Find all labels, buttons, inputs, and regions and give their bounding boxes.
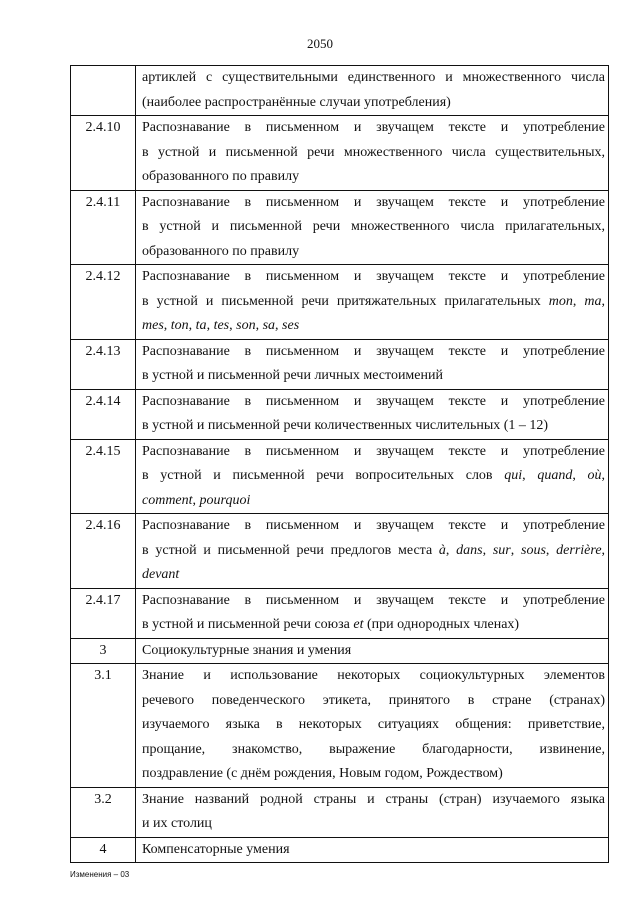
description-line: образованного по правилу: [142, 243, 300, 259]
description-line: в устной и письменной речи вопросительных слов qui, quand, où,: [142, 468, 605, 483]
row-description: [136, 664, 609, 788]
description-line: в устной и письменной речи множественного числа существительных,: [142, 144, 605, 160]
row-number: 2.4.14: [71, 389, 136, 439]
row-number: 3.2: [71, 787, 136, 837]
row-description: [136, 439, 609, 514]
row-number: [71, 66, 136, 116]
description-line: в устной и письменной речи союза et (при однородных членах): [142, 617, 520, 632]
row-number: 3.1: [71, 664, 136, 788]
description-line: в устной и письменной речи личных местоимений: [142, 368, 443, 383]
row-description: [136, 588, 609, 638]
description-line: в устной и письменной речи количественных числительных (1 – 12): [142, 418, 549, 433]
description-line: изучаемого языка в некоторых ситуациях общения: приветствие,: [142, 717, 605, 732]
table-row: [71, 389, 609, 439]
table-row: [71, 116, 609, 191]
description-line: Распознавание в письменном и звучащем тексте и употребление: [142, 343, 605, 359]
table-row: [71, 439, 609, 514]
table-row: [71, 837, 609, 863]
row-number: 2.4.15: [71, 439, 136, 514]
description-line: devant: [142, 567, 180, 582]
description-line: Распознавание в письменном и звучащем тексте и употребление: [142, 518, 605, 533]
description-line: Знание названий родной страны и страны (стран) изучаемого языка: [142, 791, 605, 807]
row-description: [136, 638, 609, 664]
row-number: 2.4.10: [71, 116, 136, 191]
table-row: [71, 339, 609, 389]
page-number: 2050: [307, 36, 333, 51]
description-line: артиклей с существительными единственного и множественного числа: [142, 70, 605, 85]
row-description: [136, 389, 609, 439]
row-description: [136, 514, 609, 589]
description-line: Распознавание в письменном и звучащем тексте и употребление: [142, 592, 605, 608]
description-line: Распознавание в письменном и звучащем тексте и употребление: [142, 443, 605, 459]
description-line: образованного по правилу: [142, 169, 300, 184]
table-row: [71, 638, 609, 664]
table-row: [71, 514, 609, 589]
row-number: 3: [71, 638, 136, 664]
table-row: [71, 265, 609, 340]
row-number: 2.4.16: [71, 514, 136, 589]
row-number: 2.4.17: [71, 588, 136, 638]
description-line: comment, pourquoi: [142, 492, 251, 508]
description-line: в устной и письменной речи предлогов места à, dans, sur, sous, derrière,: [142, 542, 606, 558]
table-row: [71, 190, 609, 265]
description-line: и их столиц: [142, 816, 212, 831]
description-line: Распознавание в письменном и звучащем тексте и употребление: [142, 393, 605, 409]
description-line: поздравление (с днём рождения, Новым годом, Рождеством): [142, 766, 503, 781]
table-row: [71, 588, 609, 638]
table-row: [71, 787, 609, 837]
description-line: в устной и письменной речи множественного числа прилагательных,: [142, 219, 605, 234]
row-description: [136, 339, 609, 389]
row-description: [136, 190, 609, 265]
description-line: (наиболее распространённые случаи употребления): [142, 94, 451, 110]
footer-note: Изменения – 03: [70, 870, 130, 879]
description-line: речевого поведенческого этикета, принятого в стране (странах): [142, 692, 605, 708]
row-description: [136, 265, 609, 340]
row-description: [136, 66, 609, 116]
row-number: 4: [71, 837, 136, 863]
row-description: [136, 116, 609, 191]
description-line: mes, ton, ta, tes, son, sa, ses: [142, 318, 300, 333]
description-line: Социокультурные знания и умения: [142, 642, 352, 658]
description-line: Компенсаторные умения: [142, 841, 290, 857]
description-line: Распознавание в письменном и звучащем тексте и употребление: [142, 120, 605, 135]
row-number: 2.4.13: [71, 339, 136, 389]
row-number: 2.4.11: [71, 190, 136, 265]
description-line: Знание и использование некоторых социокультурных элементов: [142, 668, 605, 683]
curriculum-table: [70, 65, 609, 863]
row-number: 2.4.12: [71, 265, 136, 340]
table-row: [71, 664, 609, 788]
row-description: [136, 837, 609, 863]
description-line: Распознавание в письменном и звучащем тексте и употребление: [142, 194, 605, 210]
description-line: в устной и письменной речи притяжательных прилагательных mon, ma,: [142, 293, 605, 309]
table-row: [71, 66, 609, 116]
description-line: Распознавание в письменном и звучащем тексте и употребление: [142, 269, 605, 284]
row-description: [136, 787, 609, 837]
description-line: прощание, знакомство, выражение благодарности, извинение,: [142, 741, 605, 757]
